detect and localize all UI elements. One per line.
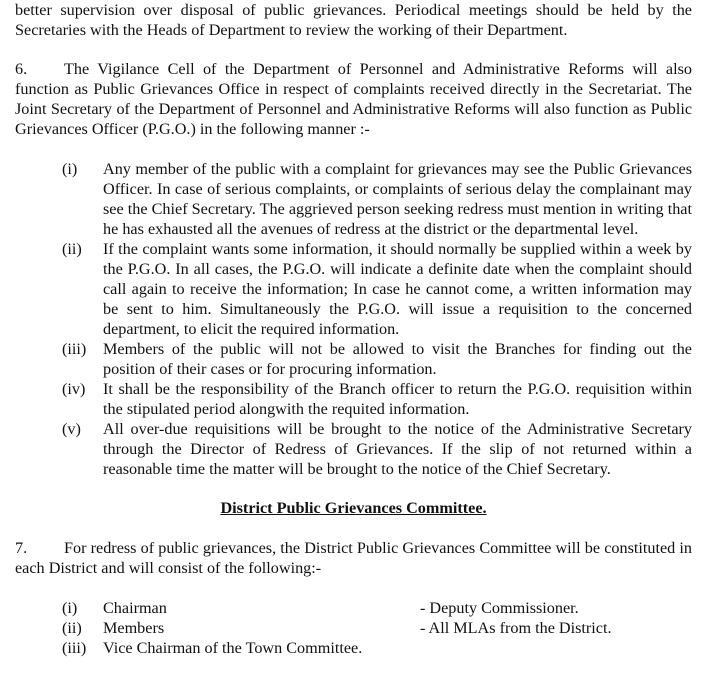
list-item-text: Members of the public will not be allowed to visit the Branches for finding out the position of their cases or for procuring information. [103,340,692,378]
member-holder: - All MLAs from the District. [420,619,612,637]
member-role: Vice Chairman of the Town Committee. [103,639,363,657]
committee-members-list [15,598,692,658]
paragraph-6 [15,59,692,139]
member-role: Chairman [103,599,167,617]
list-item-number: (i) [62,160,78,178]
member-row [15,638,692,658]
member-number: (iii) [62,639,87,657]
list-item-number: (iii) [62,340,87,358]
intro-paragraph: better supervision over disposal of public grievances. Periodical meetings should be held by the Secretaries with the Heads of Department to review the working of their Department. [15,1,692,39]
list-item [15,379,692,419]
list-item-number: (v) [62,420,81,438]
member-row [15,598,692,618]
list-item [15,339,692,379]
spacer [15,40,692,59]
paragraph-number: 6. [15,60,28,78]
member-row [15,618,692,638]
spacer [15,479,692,498]
list-item-text: All over-due requisitions will be brought to the notice of the Administrative Secretary through the Director of Redress of Grievances. If the slip of not returned within a reasonable time the matter will be brought to the notice of the Chief Secretary. [103,420,692,478]
section-heading: District Public Grievances Committee. [220,499,487,517]
list-item-text: It shall be the responsibility of the Branch officer to return the P.G.O. requisition within the stipulated period alongwith the requited information. [103,380,692,418]
member-number: (i) [62,599,78,617]
member-number: (ii) [62,619,82,637]
spacer [15,578,692,598]
paragraph-number: 7. [15,539,28,557]
member-role: Members [103,619,165,637]
paragraph-text: The Vigilance Cell of the Department of Personnel and Administrative Reforms will also function as Public Grievances Office in respect of complaints received directly in the Secretariat. The Joint Secretary of the Department of Personnel and Administrative Reforms will also function as Public Grievances Officer (P.G.O.) in the following manner :- [15,60,692,138]
paragraph-7 [15,538,692,578]
list-item-number: (ii) [62,240,82,258]
list-item [15,159,692,239]
spacer [15,518,692,538]
document-page [15,0,692,658]
pgo-procedure-list [15,159,692,479]
list-item [15,419,692,479]
list-item [15,239,692,339]
list-item-text: Any member of the public with a complaint for grievances may see the Public Grievances Officer. In case of serious complaints, or complaints of serious delay the complainant may see the Chief Secretary. The aggrieved person seeking redress must mention in writing that he has exhausted all the avenues of redress at the district or the departmental level. [103,160,692,238]
paragraph-text: For redress of public grievances, the District Public Grievances Committee will be constituted in each District and will consist of the following:- [15,539,692,577]
list-item-text: If the complaint wants some information, it should normally be supplied within a week by the P.G.O. In all cases, the P.G.O. will indicate a definite date when the complaint should call again to receive the information; In case he cannot come, a written information may be sent to him. Simultaneously the P.G.O. will issue a requisition to the concerned department, to elicit the required information. [103,240,692,338]
spacer [15,139,692,159]
member-holder: - Deputy Commissioner. [420,599,579,617]
list-item-number: (iv) [62,380,86,398]
